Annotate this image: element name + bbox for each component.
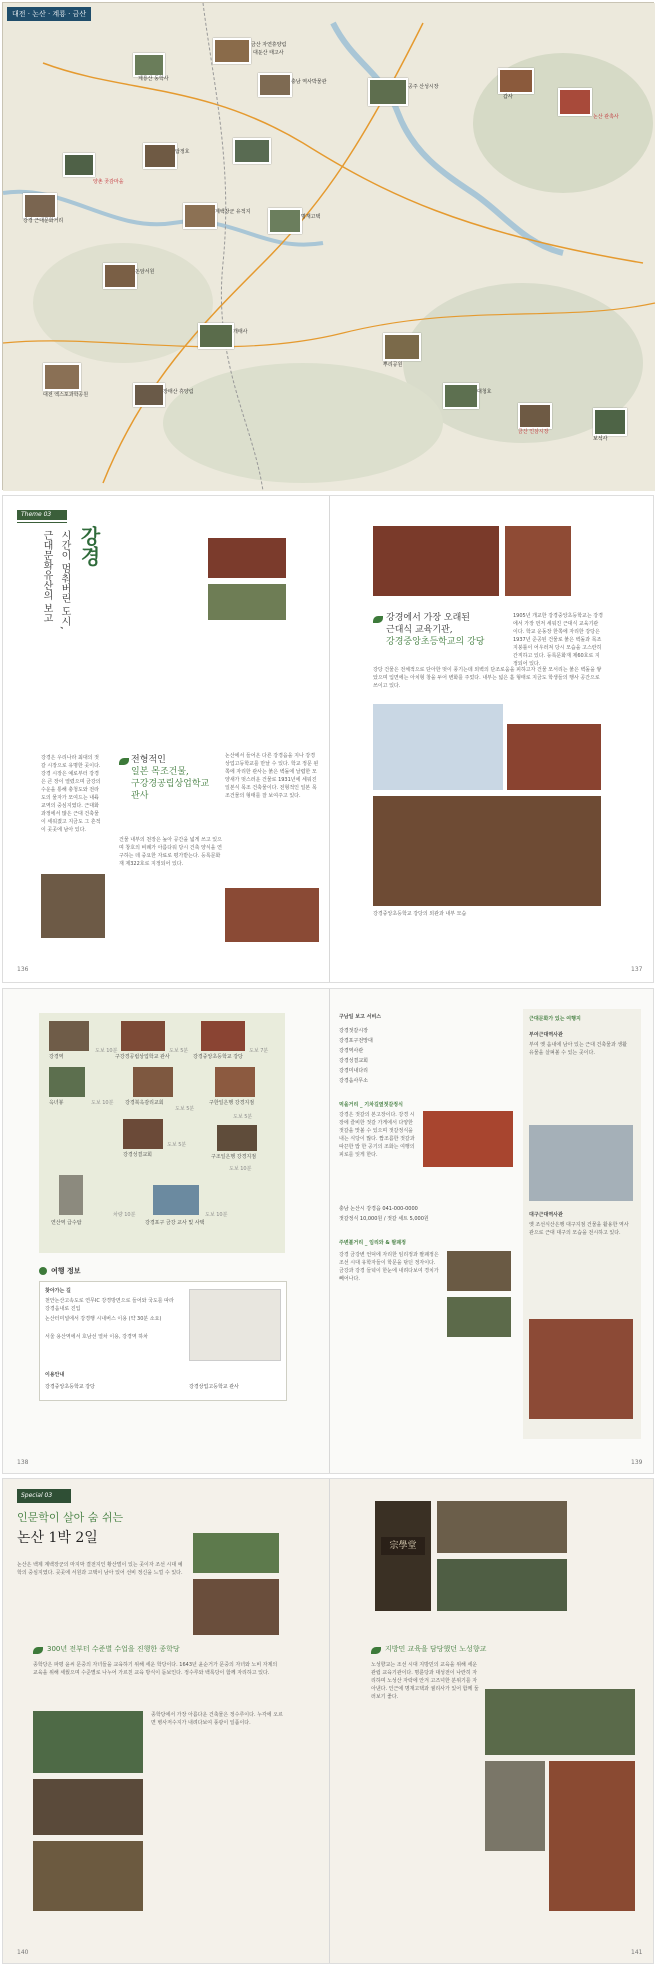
gate-photo: [549, 1761, 635, 1911]
left-head-line-2: 일본 목조건물,: [131, 767, 189, 777]
stop-name: 강경포구 금강 교사 및 사택: [145, 1220, 205, 1226]
map-label: 갑사: [503, 94, 513, 100]
photo-caption: 강경중앙초등학교 강당의 외관과 내부 모습: [373, 911, 467, 917]
map-label: 공주 산성시장: [408, 84, 439, 90]
stop-photo: [49, 1067, 85, 1097]
left-head-line-3: 구강경공립상업학교: [131, 779, 210, 789]
direction-line: 천안논산고속도로 연무IC 강경방면으로 들어와 국도를 따라 강경읍내로 진입: [45, 1298, 174, 1312]
travel-info-title: 여행 정보: [51, 1267, 81, 1275]
section-2-body: 노성향교는 조선 시대 지방민의 교육을 위해 세운 관립 교육기관이다. 명륜당과 대성전이 나란히 자리하며 노성산 자락에 안겨 고즈넉한 분위기를 자아낸다. 인근에 명재고택과 궐리사가 있어 함께 둘러보기 좋다.: [371, 1662, 479, 1700]
stop-name: 연산역 급수탑: [51, 1220, 82, 1226]
theme-subtitle-2: 근대문화유산의 보고: [41, 530, 52, 624]
pavilion-photo: [447, 1297, 511, 1337]
page-gutter: [329, 496, 330, 982]
left-body: 논산에서 들어온 다른 강경읍을 지나 강경상업고등학교를 만날 수 있다. 학교 정문 왼쪽에 자리한 관사는 붉은 벽돌에 날렵한 모양새가 멋스러운 건물로 1931년에 세워진 일본식 목조 건축물이다. 전형적인 일본 목조건물의 형태를 잘 보여주고 있다.: [225, 753, 319, 799]
stop-name: 구조일은행 강경지점: [211, 1154, 257, 1160]
stop-time: 도보 5분: [169, 1048, 189, 1054]
building-photo: [208, 538, 286, 578]
theme-title: 강경: [77, 526, 101, 566]
map-label: 장태산 휴양림: [163, 389, 194, 395]
stop-name: 구강경공립상업학교 관사: [115, 1054, 170, 1060]
map-photo: [103, 263, 137, 289]
info-spread: [2, 988, 654, 1474]
map-photo: [133, 53, 165, 77]
theme-badge: Theme 03: [17, 510, 67, 520]
map-photo: [143, 143, 177, 169]
stop-time: 도보 10분: [229, 1166, 252, 1172]
plaque-text: 宗學堂: [381, 1537, 425, 1555]
how-to-go-label: 찾아가는 길: [45, 1288, 71, 1294]
stop-name: 강경북옥감리교회: [125, 1100, 164, 1106]
sights-head: 주변볼거리 _ 임리와 & 팔괘정: [339, 1240, 406, 1246]
stop-photo: [121, 1021, 165, 1051]
left-head-line-1: 전형적인: [131, 755, 166, 765]
poi-item: 강경포구전망대: [339, 1038, 373, 1044]
special-spread: [2, 1478, 654, 1964]
map-photo: [368, 78, 408, 106]
side-text: 강경은 우리나라 최대의 젓갈 시장으로 유명한 곳이다. 강경 시장은 예로부터 강경은 큰 장이 열렸으며 금강의 수운을 통해 충청도와 전라도의 물자가 모여드는 내륙 교역의 중심지였다. 근대화 과정에서 많은 근대 건축물이 세워졌고 지금도 그 흔적이 곳곳에 남아 있다.: [41, 755, 101, 833]
school-photo: [373, 526, 499, 596]
map-spread: [2, 2, 654, 490]
stop-name: 강경성결교회: [123, 1152, 152, 1158]
special-badge: Special 03: [17, 1489, 71, 1503]
side-place-body: 부여 옛 읍내에 남아 있는 근대 건축물과 생활 유물을 살펴볼 수 있는 곳이다.: [529, 1042, 628, 1056]
landscape-photo: [208, 584, 286, 620]
right-head-line-1: 강경에서 가장 오래된: [386, 613, 470, 623]
water-tower-photo: [59, 1175, 83, 1215]
map-photo: [443, 383, 479, 409]
stop-time: 도보 7분: [249, 1048, 269, 1054]
map-label: 계백장군 유적지: [215, 209, 251, 215]
map-label: 강경 근대문화거리: [23, 218, 64, 224]
hyanggyo-photo: [485, 1689, 635, 1755]
side-place-body: 옛 조선식산은행 대구지점 건물을 활용한 역사관으로 근대 대구의 모습을 전시하고 있다.: [529, 1222, 629, 1236]
direction-line: 논산터미널에서 강경행 시내버스 이용 (약 30분 소요): [45, 1316, 162, 1322]
right-head-line-2: 근대식 교육기관,: [386, 625, 453, 635]
map-label: 금산 인삼시장: [518, 429, 549, 435]
section-1-body-2: 종학당에서 가장 아름다운 건축물은 정수루이다. 누각에 오르면 병사저수지가 내려다보여 풍광이 일품이다.: [151, 1712, 283, 1726]
map-label: 대청호: [477, 389, 492, 395]
stop-photo: [201, 1021, 245, 1051]
jar-terrace-photo: [193, 1579, 279, 1635]
pavilion-photo: [33, 1779, 143, 1835]
region-map: [3, 3, 655, 491]
stop-time: 도보 10분: [205, 1212, 228, 1218]
village-photo: [193, 1533, 279, 1573]
side-place-name: 대구근대역사관: [529, 1212, 563, 1218]
theme-spread: [2, 495, 654, 983]
stop-name: 옥녀봉: [49, 1100, 64, 1106]
poi-item: 강경미내다리: [339, 1068, 368, 1074]
map-label: 뿌리공원: [383, 362, 403, 368]
map-label: 금산 자연휴양림: [251, 42, 287, 48]
map-photo: [23, 193, 57, 219]
map-photo: [498, 68, 534, 94]
map-photo: [518, 403, 552, 429]
page-number-left: 138: [17, 1459, 29, 1466]
map-photo: [198, 323, 234, 349]
stele-photo: [485, 1761, 545, 1851]
stop-photo: [123, 1119, 163, 1149]
direction-line: 서울 용산역에서 호남선 열차 이용, 강경역 하차: [45, 1334, 148, 1340]
map-label: 양촌 곶감마을: [93, 179, 124, 185]
stop-photo: [133, 1067, 173, 1097]
shop-photo: [41, 874, 105, 938]
leaf-icon: [119, 758, 129, 765]
leaf-icon: [371, 1647, 381, 1654]
stop-name: 강경역: [49, 1054, 64, 1060]
page-gutter: [329, 989, 330, 1473]
map-label: 논산 관촉사: [593, 114, 619, 120]
map-photo: [43, 363, 81, 391]
theme-subtitle-1: 시간이 멈춰버린 도시,: [59, 530, 70, 630]
stop-time: 도보 10분: [91, 1100, 114, 1106]
poi-item: 강경읍사무소: [339, 1078, 368, 1084]
map-label: 대둔산 태고사: [253, 50, 284, 56]
map-label: 돈암서원: [135, 269, 155, 275]
left-head-line-4: 관사: [131, 791, 149, 801]
map-label: 대전 엑스포과학공원: [43, 392, 89, 398]
courtyard-photo: [437, 1559, 567, 1611]
interior-photo: [373, 704, 503, 790]
map-photo: [213, 38, 251, 64]
side-panel-title: 근대문화가 있는 여행지: [529, 1016, 581, 1022]
pavilion-photo: [447, 1251, 511, 1291]
mini-map: [189, 1289, 281, 1361]
restaurant-body: 강경은 젓갈의 본고장이다. 강경 시장에 즐비한 젓갈 가게에서 다양한 젓갈을 맛볼 수 있으며 젓갈정식을 내는 식당이 많다. 짭조름한 젓갈과 따끈한 밥 한 공기의 조화는 여행의 피로를 잊게 한다.: [339, 1112, 415, 1158]
map-photo: [593, 408, 627, 436]
page-number-left: 140: [17, 1949, 29, 1956]
left-body-2: 건물 내부의 천장은 높아 공간을 넓게 쓰고 있으며 창호의 비례가 아름다워 당시 건축 양식을 연구하는 데 중요한 자료로 평가받는다. 등록문화재 제322호로 지정되어 있다.: [119, 837, 222, 867]
map-label: 보석사: [593, 436, 608, 442]
stop-photo: [215, 1067, 255, 1097]
info-icon: [39, 1267, 47, 1275]
right-head-line-3: 강경중앙초등학교의 강당: [386, 637, 485, 647]
contact-title: 이용안내: [45, 1372, 65, 1378]
restaurant-head: 먹을거리 _ 기차길옆젓갈정식: [339, 1102, 403, 1108]
region-tag: 대전 · 논산 · 계룡 · 금산: [7, 7, 91, 21]
special-title-2: 논산 1박 2일: [17, 1530, 98, 1546]
stop-time: 차량 10분: [113, 1212, 136, 1218]
hall-plaque-photo: [375, 1501, 431, 1611]
map-label: 개태사: [233, 329, 248, 335]
stop-time: 도보 5분: [167, 1142, 187, 1148]
stop-time: 도보 10분: [95, 1048, 118, 1054]
side-place-name: 부여근대역사관: [529, 1032, 563, 1038]
food-photo: [423, 1111, 513, 1167]
page-number-right: 139: [631, 1459, 643, 1466]
restaurant-info: 충남 논산시 강경읍 041-000-0000: [339, 1206, 418, 1212]
map-photo: [268, 208, 302, 234]
map-photo: [383, 333, 421, 361]
hall-photo: [505, 526, 571, 596]
map-photo: [233, 138, 271, 164]
map-label: 명재고택: [301, 214, 321, 220]
stop-photo: [49, 1021, 89, 1051]
page-number-left: 136: [17, 966, 29, 973]
house-photo: [225, 888, 319, 942]
main-building-photo: [373, 796, 601, 906]
special-intro: 논산은 백제 계백장군의 마지막 결전지인 황산벌이 있는 곳이자 조선 시대 예학의 중심지였다. 곳곳에 서원과 고택이 남아 있어 선비 정신을 느낄 수 있다.: [17, 1562, 183, 1576]
section-1-body: 종학당은 파평 윤씨 문중의 자녀들을 교육하기 위해 세운 학당이다. 1643년 윤순거가 문중의 자녀와 노비 자제의 교육을 위해 세웠으며 수준별로 나누어 가르친 교육 방식이 돋보인다. 정수루와 백록당이 함께 자리하고 있다.: [33, 1662, 278, 1676]
page-gutter: [329, 1479, 330, 1963]
school-building-photo: [33, 1841, 143, 1911]
map-label: 충남 역사박물관: [291, 79, 327, 85]
stop-time: 도보 5분: [233, 1114, 253, 1120]
stop-name: 구한일은행 강경지점: [209, 1100, 255, 1106]
divider: [17, 522, 67, 523]
stop-time: 도보 5분: [175, 1106, 195, 1112]
contact-item: 강경상업고등학교 관사: [189, 1384, 239, 1390]
map-photo: [183, 203, 217, 229]
page-number-right: 141: [631, 1949, 643, 1956]
map-photo: [133, 383, 165, 407]
restaurant-price: 젓갈정식 10,000원 / 젓갈 세트 5,000원: [339, 1216, 429, 1222]
right-body-2: 강당 건물은 전체적으로 단아한 멋이 풍기는데 외벽의 단조로움을 피하고자 건물 모서리는 붉은 벽돌을 쌓았으며 입면에는 아치형 창을 두어 변화를 주었다. 내부는 넓은 홀 형태로 지금도 학생들의 행사 공간으로 쓰이고 있다.: [373, 667, 602, 689]
contact-item: 강경중앙초등학교 강당: [45, 1384, 95, 1390]
right-body: 1905년 개교한 강경중앙초등학교는 강경에서 가장 먼저 세워진 근대식 교육기관이다. 학교 운동장 한쪽에 자리한 강당은 1937년 준공된 건물로 붉은 벽돌과 목조 지붕틀이 어우러져 당시 모습을 고스란히 간직하고 있다. 등록문화재 제60호로 지정되어 있다.: [513, 613, 603, 667]
side-photo: [529, 1319, 633, 1419]
poi-item: 강경젓갈시장: [339, 1028, 368, 1034]
stop-name: 강경중앙초등학교 강당: [193, 1054, 243, 1060]
sights-body: 강경 금강변 언덕에 자리한 임리정과 팔괘정은 조선 시대 유학자들이 학문을 닦던 정자이다. 금강과 강경 들녘이 한눈에 내려다보여 경치가 빼어나다.: [339, 1252, 439, 1282]
food-head: 구남일 보고 서비스: [339, 1014, 382, 1020]
stop-photo: [217, 1125, 257, 1151]
facade-photo: [507, 724, 601, 790]
section-1-head: 300년 전부터 수준별 수업을 진행한 종학당: [47, 1645, 180, 1653]
map-photo: [558, 88, 592, 116]
lake-photo: [33, 1711, 143, 1773]
poi-item: 강경역사관: [339, 1048, 364, 1054]
section-2-head: 지방민 교육을 담당했던 노성향교: [385, 1645, 487, 1653]
map-photo: [63, 153, 95, 177]
map-photo: [258, 73, 292, 97]
map-label: 계룡산 동학사: [138, 76, 169, 82]
poi-item: 강경성결교회: [339, 1058, 368, 1064]
leaf-icon: [373, 616, 383, 623]
special-title-1: 인문학이 살아 숨 쉬는: [17, 1511, 124, 1524]
page-number-right: 137: [631, 966, 643, 973]
roof-photo: [437, 1501, 567, 1553]
leaf-icon: [33, 1647, 43, 1654]
side-photo: [529, 1125, 633, 1201]
stop-photo: [153, 1185, 199, 1215]
map-label: 탑정호: [175, 149, 190, 155]
